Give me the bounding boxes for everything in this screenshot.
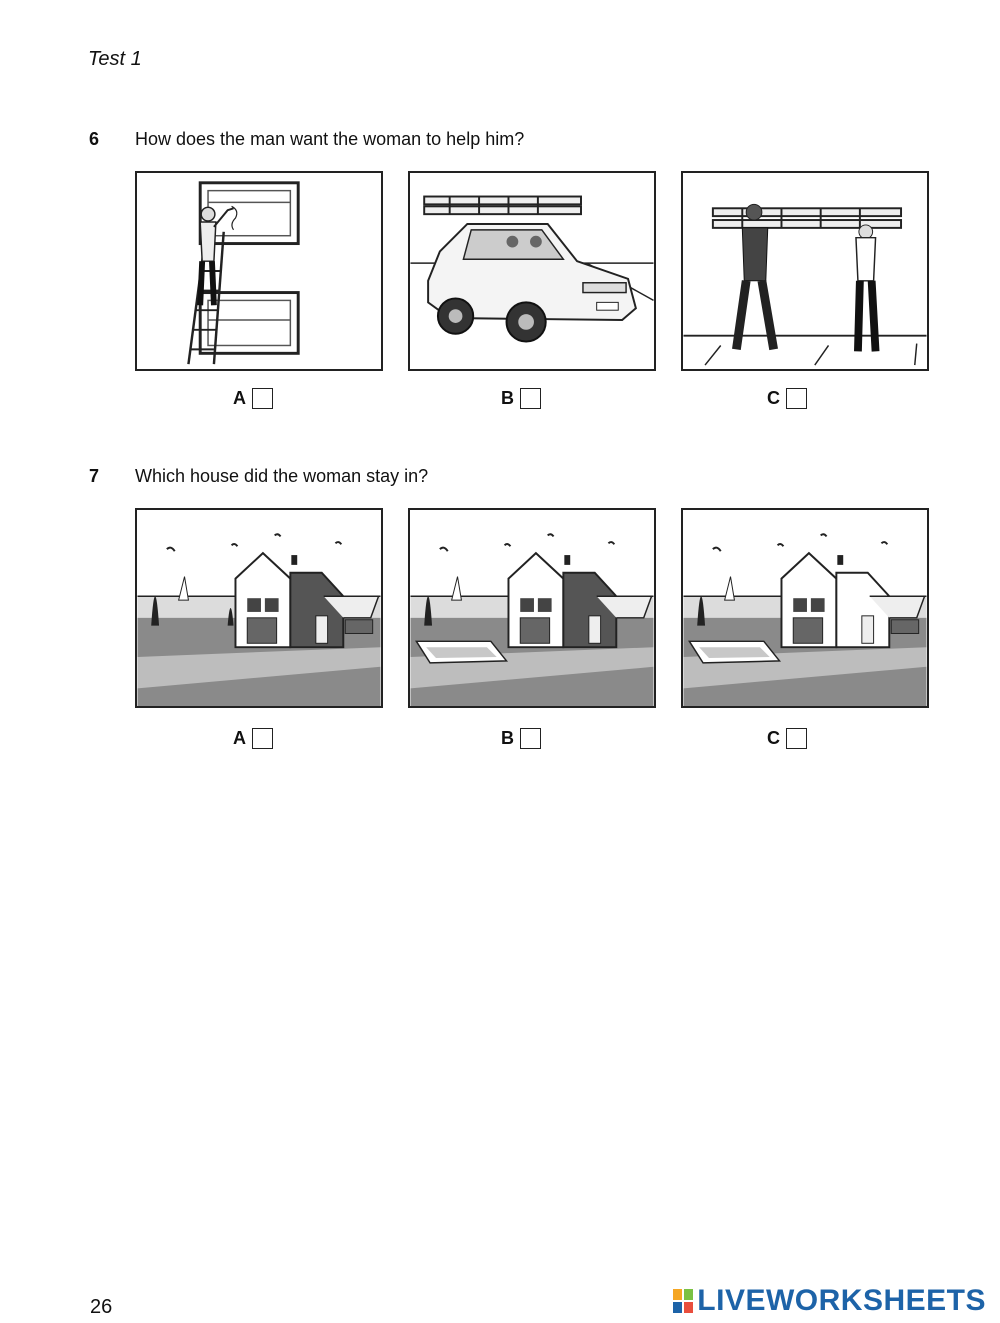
q7-option-c-checkbox[interactable] [786,728,807,749]
q6-option-c [767,388,807,409]
q6-option-b-checkbox[interactable] [520,388,541,409]
brand-name: LIVEWORKSHEETS [697,1284,986,1317]
option-letter: C [767,728,780,748]
q7-option-b [501,728,541,749]
q6-option-a [233,388,273,409]
q6-option-b [501,388,541,409]
q7-option-c [767,728,807,749]
q6-picture-a [135,171,383,371]
page-header: Test 1 [88,48,142,70]
option-letter: B [501,728,514,748]
brand-mark-icon [673,1289,693,1313]
option-letter: A [233,728,246,748]
option-letter: A [233,388,246,408]
q6-option-c-checkbox[interactable] [786,388,807,409]
q6-picture-c [681,171,929,371]
q7-option-b-checkbox[interactable] [520,728,541,749]
question-6-number: 6 [89,129,100,149]
q7-option-a [233,728,273,749]
brand-logo [673,1284,986,1318]
q6-option-a-checkbox[interactable] [252,388,273,409]
page-number: 26 [90,1296,113,1318]
q6-picture-b [408,171,656,371]
q7-picture-a [135,508,383,708]
q7-picture-c [681,508,929,708]
q7-picture-b [408,508,656,708]
option-letter: B [501,388,514,408]
question-6-text: How does the man want the woman to help him? [135,129,525,149]
question-7-text: Which house did the woman stay in? [135,466,429,486]
q7-option-a-checkbox[interactable] [252,728,273,749]
option-letter: C [767,388,780,408]
question-7-number: 7 [89,466,100,486]
